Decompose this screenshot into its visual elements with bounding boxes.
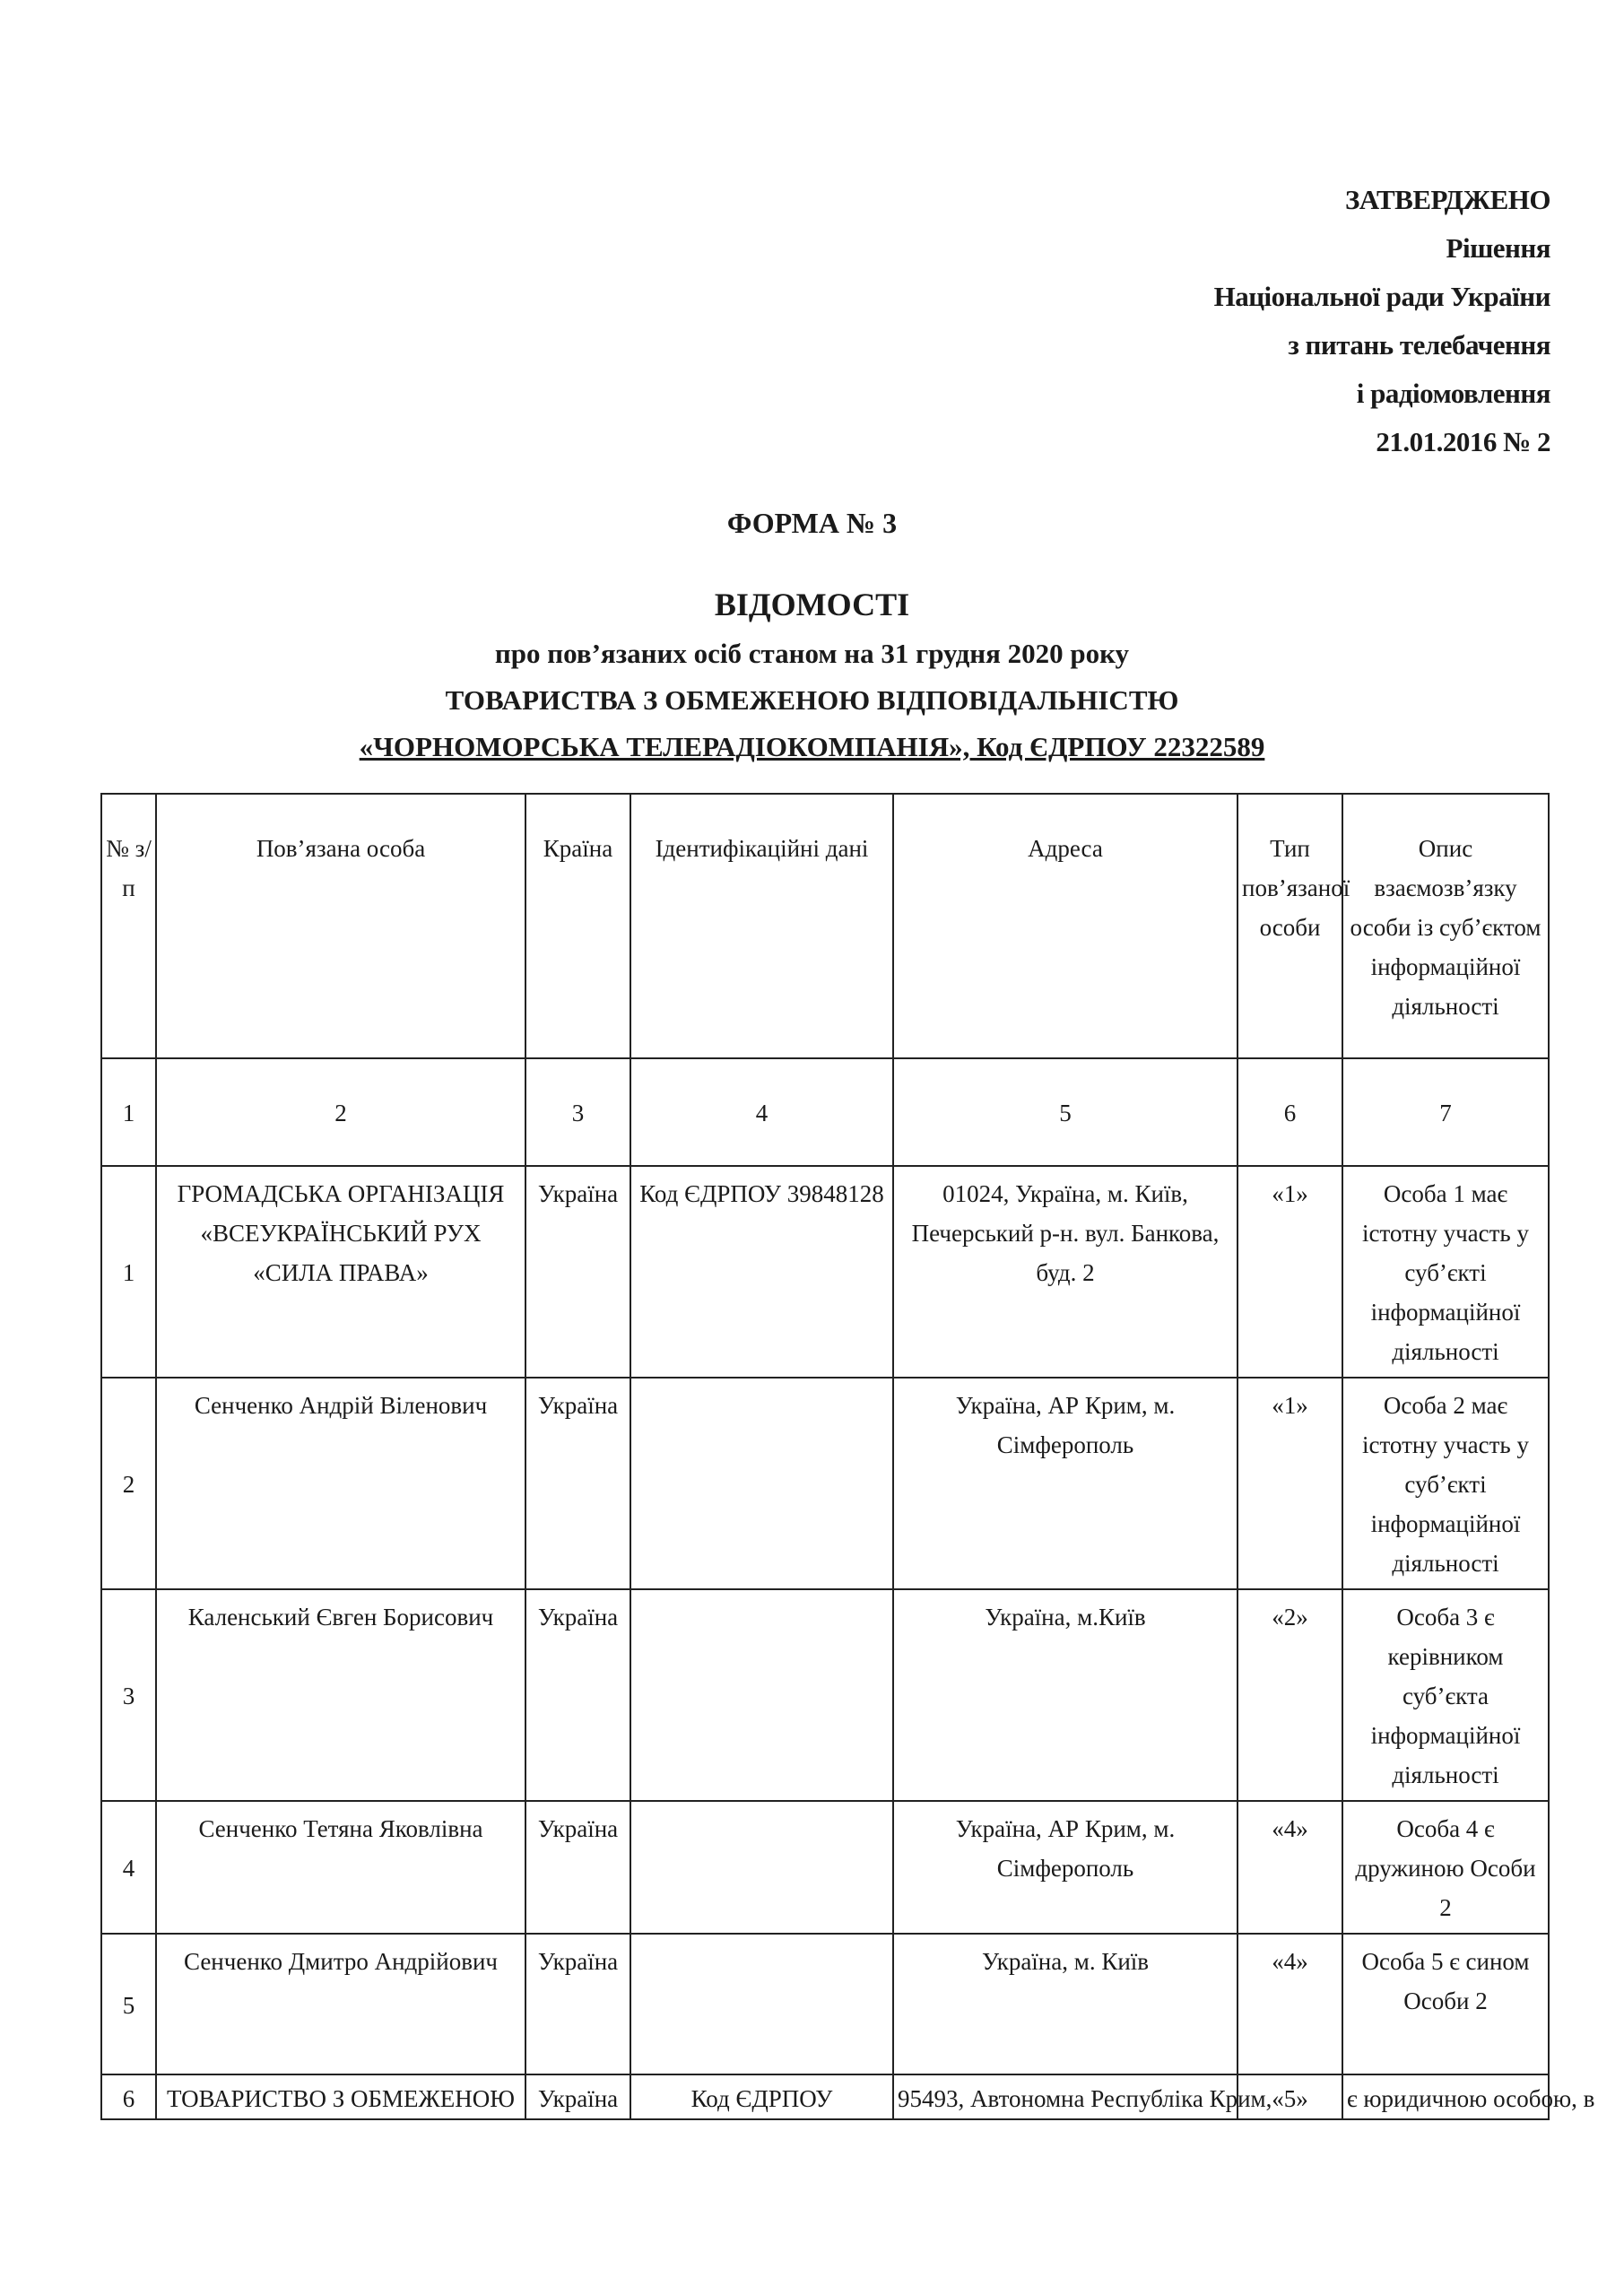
row-address: Україна, м.Київ xyxy=(893,1589,1238,1801)
column-index: 2 xyxy=(156,1058,525,1166)
document-title: ВІДОМОСТІ xyxy=(714,587,910,622)
row-person: Сенченко Андрій Віленович xyxy=(156,1378,525,1589)
row-type: «1» xyxy=(1238,1166,1342,1378)
row-country: Україна xyxy=(525,2074,630,2119)
row-ident: Код ЄДРПОУ 39848128 xyxy=(630,1166,893,1378)
approval-decision: Рішення xyxy=(1446,232,1550,264)
row-country: Україна xyxy=(525,1934,630,2074)
column-index-row xyxy=(101,1058,1549,1166)
row-address: 01024, Україна, м. Київ, Печерський р-н. вул. Банкова, буд. 2 xyxy=(893,1166,1238,1378)
column-index: 3 xyxy=(525,1058,630,1166)
row-ident xyxy=(630,1934,893,2074)
table-row xyxy=(101,1801,1549,1934)
table-header-row xyxy=(101,794,1549,1058)
row-ident: Код ЄДРПОУ xyxy=(630,2074,893,2119)
row-country: Україна xyxy=(525,1589,630,1801)
row-type: «1» xyxy=(1238,1378,1342,1589)
row-number: 5 xyxy=(101,1934,156,2074)
row-address: Україна, АР Крим, м. Сімферополь xyxy=(893,1378,1238,1589)
row-number: 4 xyxy=(101,1801,156,1934)
approval-tv: з питань телебачення xyxy=(1288,329,1550,361)
table-row xyxy=(101,1934,1549,2074)
row-address: 95493, Автономна Республіка Крим, xyxy=(893,2074,1238,2119)
related-persons-table xyxy=(100,793,1595,2120)
column-index: 5 xyxy=(893,1058,1238,1166)
row-type: «4» xyxy=(1238,1801,1342,1934)
heading-company-type: ТОВАРИСТВА З ОБМЕЖЕНОЮ ВІДПОВІДАЛЬНІСТЮ xyxy=(445,684,1179,716)
row-description: є юридичною особою, в xyxy=(1342,2074,1549,2119)
row-description: Особа 2 має істотну участь у суб’єкті інформаційної діяльності xyxy=(1342,1378,1549,1589)
approval-council: Національної ради України xyxy=(1213,281,1550,312)
row-description: Особа 1 має істотну участь у суб’єкті інформаційної діяльності xyxy=(1342,1166,1549,1378)
row-country: Україна xyxy=(525,1378,630,1589)
row-address: Україна, АР Крим, м. Сімферополь xyxy=(893,1801,1238,1934)
heading-date-line: про пов’язаних осіб станом на 31 грудня 2020 року xyxy=(494,638,1130,669)
header-description: Опис взаємозв’язку особи із суб’єктом інформаційної діяльності xyxy=(1342,794,1549,1058)
header-person: Пов’язана особа xyxy=(156,794,525,1058)
document-heading xyxy=(0,578,1624,770)
row-description: Особа 3 є керівником суб’єкта інформаційної діяльності xyxy=(1342,1589,1549,1801)
header-number: № з/п xyxy=(101,794,156,1058)
table-row xyxy=(101,1166,1549,1378)
column-index: 1 xyxy=(101,1058,156,1166)
row-ident xyxy=(630,1378,893,1589)
row-description: Особа 4 є дружиною Особи 2 xyxy=(1342,1801,1549,1934)
heading-company-name: «ЧОРНОМОРСЬКА ТЕЛЕРАДІОКОМПАНІЯ», Код ЄДРПОУ 22322589 xyxy=(359,731,1265,762)
table-row xyxy=(101,2074,1549,2119)
column-index: 4 xyxy=(630,1058,893,1166)
row-type: «5» xyxy=(1238,2074,1342,2119)
form-number: ФОРМА № 3 xyxy=(726,507,898,539)
row-address: Україна, м. Київ xyxy=(893,1934,1238,2074)
row-country: Україна xyxy=(525,1166,630,1378)
row-person: ТОВАРИСТВО З ОБМЕЖЕНОЮ xyxy=(156,2074,525,2119)
approval-block xyxy=(1214,176,1550,466)
row-country: Україна xyxy=(525,1801,630,1934)
row-ident xyxy=(630,1801,893,1934)
table-row xyxy=(101,1378,1549,1589)
column-index: 6 xyxy=(1238,1058,1342,1166)
row-person: ГРОМАДСЬКА ОРГАНІЗАЦІЯ «ВСЕУКРАЇНСЬКИЙ РУХ «СИЛА ПРАВА» xyxy=(156,1166,525,1378)
header-ident: Ідентифікаційні дані xyxy=(630,794,893,1058)
row-person: Каленський Євген Борисович xyxy=(156,1589,525,1801)
row-number: 1 xyxy=(101,1166,156,1378)
header-country: Країна xyxy=(525,794,630,1058)
row-number: 3 xyxy=(101,1589,156,1801)
row-number: 6 xyxy=(101,2074,156,2119)
row-description: Особа 5 є сином Особи 2 xyxy=(1342,1934,1549,2074)
row-ident xyxy=(630,1589,893,1801)
row-type: «2» xyxy=(1238,1589,1342,1801)
row-person: Сенченко Тетяна Яковлівна xyxy=(156,1801,525,1934)
row-person: Сенченко Дмитро Андрійович xyxy=(156,1934,525,2074)
approval-approved: ЗАТВЕРДЖЕНО xyxy=(1344,184,1550,215)
header-address: Адреса xyxy=(893,794,1238,1058)
approval-radio: і радіомовлення xyxy=(1356,378,1550,409)
header-type: Тип пов’язаної особи xyxy=(1238,794,1342,1058)
table-row xyxy=(101,1589,1549,1801)
column-index: 7 xyxy=(1342,1058,1549,1166)
row-number: 2 xyxy=(101,1378,156,1589)
row-type: «4» xyxy=(1238,1934,1342,2074)
approval-date-number: 21.01.2016 № 2 xyxy=(1376,426,1550,457)
